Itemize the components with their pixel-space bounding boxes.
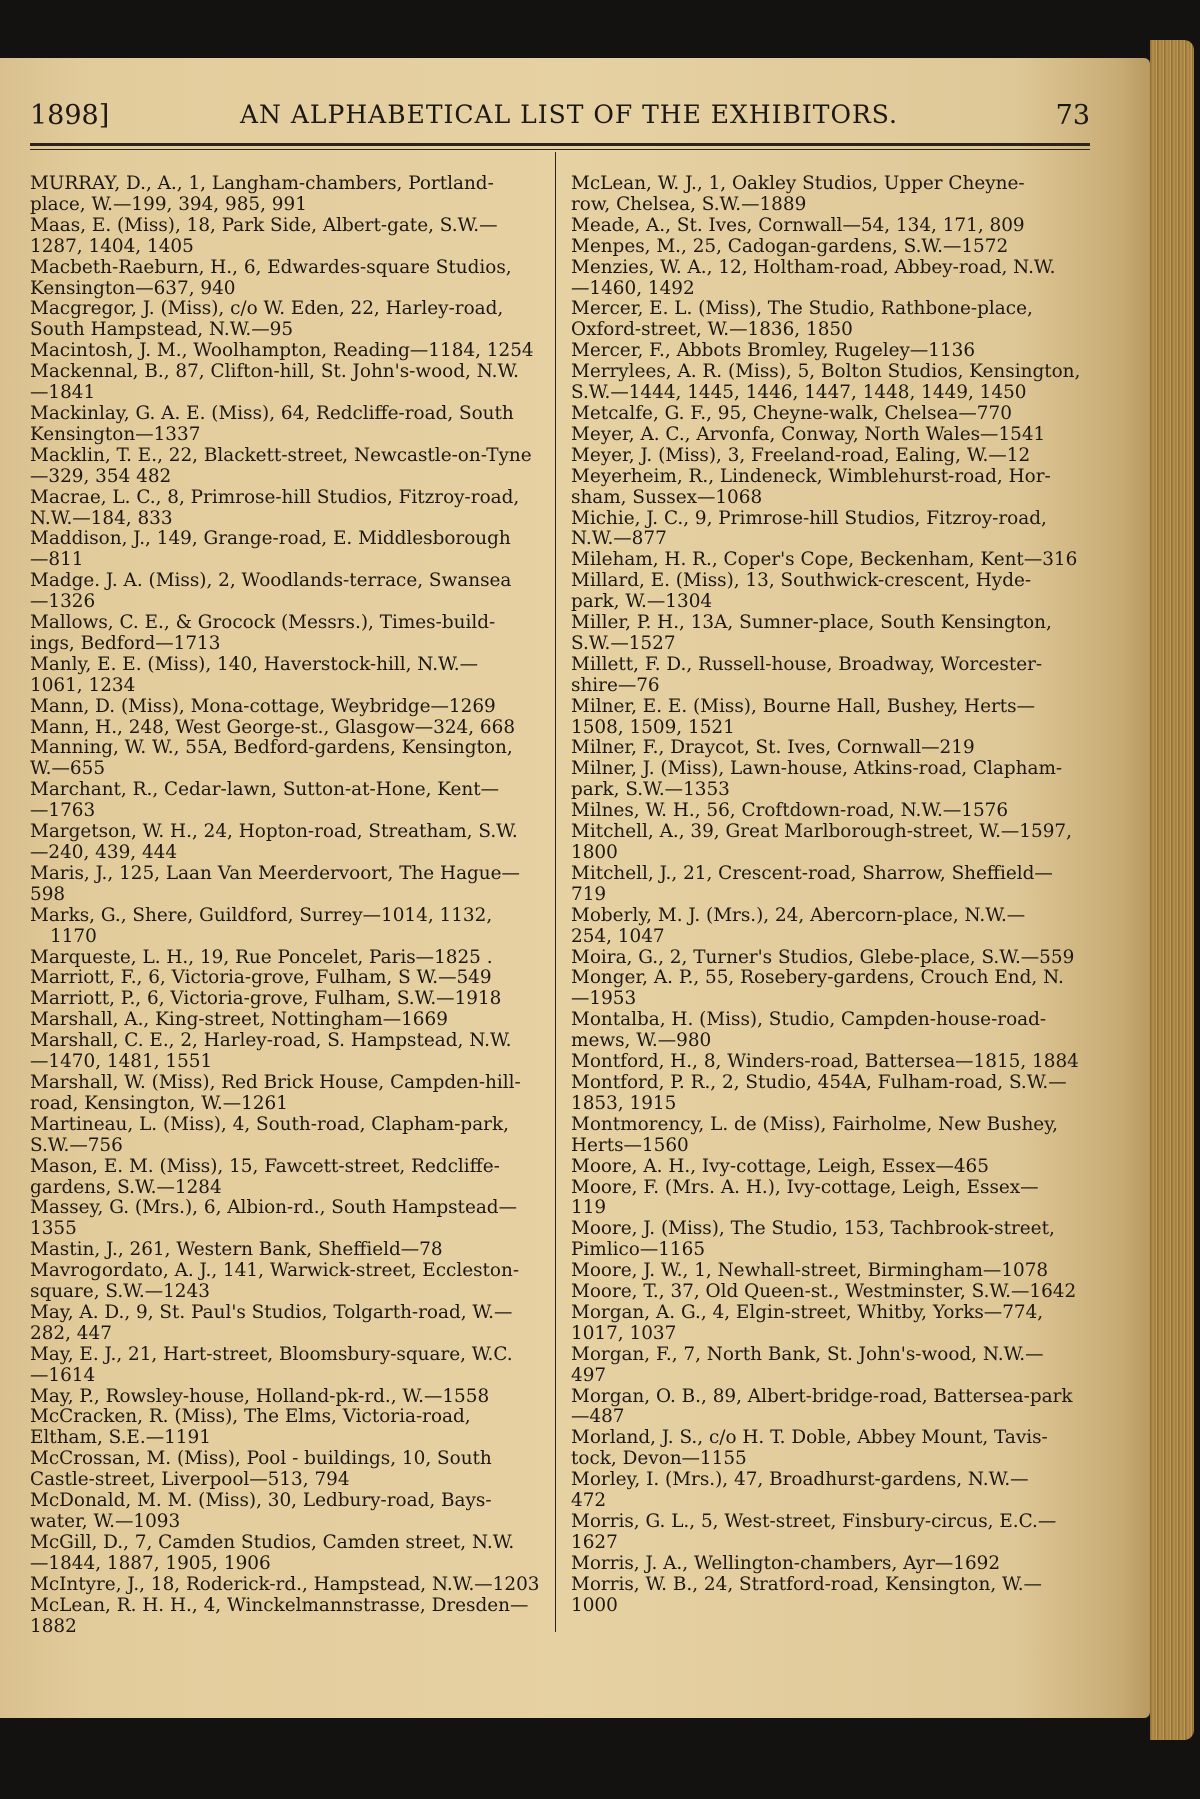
entry-line: Madge. J. A. (Miss), 2, Woodlands-terrace, Swansea [30, 570, 512, 592]
exhibitor-entry [571, 341, 1084, 362]
exhibitor-entry [30, 613, 543, 655]
entry-line: Meyer, J. (Miss), 3, Freeland-road, Ealing, W.—12 [571, 444, 1031, 466]
entry-line: 119 [571, 1197, 607, 1219]
entry-line: May, P., Rowsley-house, Holland-pk-rd., W.—1558 [30, 1385, 490, 1407]
entry-line: 1853, 1915 [571, 1092, 677, 1114]
exhibitor-entry [30, 989, 543, 1010]
entry-line: Kensington—637, 940 [30, 277, 236, 299]
entry-line: Maris, J., 125, Laan Van Meerdervoort, The Hague— [30, 862, 520, 884]
exhibitor-entry [571, 362, 1084, 404]
exhibitor-entry [571, 1157, 1084, 1178]
header-rule-thick [30, 143, 1090, 146]
exhibitor-entry [30, 1240, 543, 1261]
entry-line: Mastin, J., 261, Western Bank, Sheffield—78 [30, 1239, 443, 1261]
entry-line: Morris, G. L., 5, West-street, Finsbury-circus, E.C.— [571, 1511, 1057, 1532]
exhibitor-entry [30, 488, 543, 530]
entry-line: —1953 [571, 988, 637, 1010]
exhibitor-entry [30, 864, 543, 906]
entry-line: Massey, G. (Mrs.), 6, Albion-rd., South Hampstead— [30, 1197, 517, 1219]
entry-line: Moberly, M. J. (Mrs.), 24, Abercorn-place, N.W.— [571, 904, 1026, 926]
entry-line: 497 [571, 1364, 607, 1386]
entry-line: gardens, S.W.—1284 [30, 1176, 222, 1198]
entry-line: Eltham, S.E.—1191 [30, 1427, 211, 1449]
exhibitor-entry [571, 1115, 1084, 1157]
page-header [30, 100, 1090, 140]
book-fore-edge [1150, 40, 1194, 1740]
entry-line: Mackinlay, G. A. E. (Miss), 64, Redcliffe-road, South [30, 402, 514, 424]
entry-line: Morgan, O. B., 89, Albert-bridge-road, Battersea-park [571, 1385, 1073, 1407]
entry-line: —1841 [30, 382, 96, 404]
entry-line: Mann, H., 248, West George-st., Glasgow—324, 668 [30, 716, 516, 738]
entry-line: Meyerheim, R., Lindeneck, Wimblehurst-road, Hor- [571, 465, 1051, 487]
entry-line: Miller, P. H., 13A, Sumner-place, South Kensington, [571, 612, 1052, 634]
exhibitor-entry [571, 404, 1084, 425]
exhibitor-entry [571, 425, 1084, 446]
entry-line: W.—655 [30, 758, 106, 780]
exhibitor-entry [571, 237, 1084, 258]
exhibitor-entry [30, 446, 543, 488]
entry-line: 1627 [571, 1531, 618, 1553]
exhibitor-entry [571, 571, 1084, 613]
entry-line: Moira, G., 2, Turner's Studios, Glebe-place, S.W.—559 [571, 946, 1075, 968]
entry-line: Macklin, T. E., 22, Blackett-street, Newcastle-on-Tyne [30, 444, 532, 466]
entry-line: Marshall, A., King-street, Nottingham—1669 [30, 1009, 448, 1031]
exhibitor-entry [571, 801, 1084, 822]
entry-line: Mitchell, J., 21, Crescent-road, Sharrow, Sheffield— [571, 862, 1053, 884]
exhibitor-entry [30, 1387, 543, 1408]
entry-line: —1763 [30, 800, 96, 822]
exhibitor-entry [30, 780, 543, 822]
entry-line: 1508, 1509, 1521 [571, 716, 735, 738]
entry-line: Moore, F. (Mrs. A. H.), Ivy-cottage, Leigh, Essex— [571, 1176, 1039, 1198]
exhibitor-entry [571, 738, 1084, 759]
exhibitor-entry [571, 864, 1084, 906]
entry-line: Milner, J. (Miss), Lawn-house, Atkins-road, Clapham- [571, 758, 1063, 780]
exhibitor-entry [571, 299, 1084, 341]
exhibitor-entry [30, 1010, 543, 1031]
exhibitor-entry [30, 1031, 543, 1073]
entry-line: Marchant, R., Cedar-lawn, Sutton-at-Hone, Kent— [30, 779, 500, 801]
column-divider [555, 152, 556, 1632]
entry-line: MURRAY, D., A., 1, Langham-chambers, Portland- [30, 173, 494, 194]
entry-line: Maddison, J., 149, Grange-road, E. Middlesborough [30, 528, 511, 550]
entry-line: square, S.W.—1243 [30, 1281, 210, 1303]
exhibitor-entry [571, 258, 1084, 300]
entry-line: Macbeth-Raeburn, H., 6, Edwardes-square Studios, [30, 256, 512, 278]
entry-line: Morland, J. S., c/o H. T. Doble, Abbey Mount, Tavis- [571, 1427, 1048, 1449]
entry-line: water, W.—1093 [30, 1511, 181, 1532]
exhibitor-entry [571, 1073, 1084, 1115]
entry-line: May, E. J., 21, Hart-street, Bloomsbury-square, W.C. [30, 1343, 513, 1365]
entry-line: Milner, F., Draycot, St. Ives, Cornwall—219 [571, 737, 975, 759]
entry-line: Maas, E. (Miss), 18, Park Side, Albert-gate, S.W.— [30, 214, 498, 236]
entry-line: Mercer, E. L. (Miss), The Studio, Rathbone-place, [571, 298, 1033, 320]
entry-line: park, W.—1304 [571, 591, 713, 613]
exhibitor-entry [571, 906, 1084, 948]
entry-line: Manning, W. W., 55A, Bedford-gardens, Kensington, [30, 737, 513, 759]
entry-line: Mavrogordato, A. J., 141, Warwick-street, Eccleston- [30, 1260, 520, 1282]
entry-line: Macrae, L. C., 8, Primrose-hill Studios, Fitzroy-road, [30, 486, 520, 508]
entry-line: Oxford-street, W.—1836, 1850 [571, 319, 853, 341]
entry-line: Montalba, H. (Miss), Studio, Campden-house-road- [571, 1009, 1047, 1031]
exhibitor-entry [571, 1052, 1084, 1073]
entry-line: Millett, F. D., Russell-house, Broadway, Worcester- [571, 653, 1043, 675]
entry-line: place, W.—199, 394, 985, 991 [30, 193, 307, 215]
entry-line: Macintosh, J. M., Woolhampton, Reading—1184, 1254 [30, 340, 534, 362]
entry-line: —1326 [30, 591, 96, 613]
exhibitor-entry [571, 1219, 1084, 1261]
entry-line: Mallows, C. E., & Grocock (Messrs.), Times-build- [30, 612, 496, 634]
entry-line: Merrylees, A. R. (Miss), 5, Bolton Studios, Kensington, [571, 361, 1081, 383]
entry-line: 1017, 1037 [571, 1322, 677, 1344]
entry-line: 1000 [571, 1594, 618, 1616]
exhibitor-entry [30, 1073, 543, 1115]
header-rule-thin [30, 149, 1090, 150]
entry-line: Montmorency, L. de (Miss), Fairholme, New Bushey, [571, 1113, 1058, 1135]
exhibitor-entry [571, 948, 1084, 969]
header-year: 1898] [30, 100, 110, 131]
exhibitor-entry [571, 550, 1084, 571]
entry-line: Milnes, W. H., 56, Croftdown-road, N.W.—1576 [571, 800, 1009, 822]
exhibitor-entry [30, 1449, 543, 1491]
entry-line: Menpes, M., 25, Cadogan-gardens, S.W.—1572 [571, 235, 1009, 257]
entry-line: 1061, 1234 [30, 674, 136, 696]
entry-line: Marqueste, L. H., 19, Rue Poncelet, Paris—1825 . [30, 946, 493, 968]
entry-line: —329, 354 482 [30, 465, 172, 487]
entry-line: Metcalfe, G. F., 95, Cheyne-walk, Chelsea—770 [571, 402, 1012, 424]
entry-line: Montford, P. R., 2, Studio, 454A, Fulham-road, S.W.— [571, 1071, 1067, 1093]
entry-line: S.W.—1527 [571, 632, 676, 654]
entry-line: Millard, E. (Miss), 13, Southwick-crescent, Hyde- [571, 570, 1032, 592]
exhibitor-entry [30, 906, 543, 948]
exhibitor-entry [571, 446, 1084, 467]
entry-line: S.W.—1444, 1445, 1446, 1447, 1448, 1449, 1450 [571, 382, 1027, 404]
entry-line: Martineau, L. (Miss), 4, South-road, Clapham-park, [30, 1113, 509, 1135]
entry-line: McLean, R. H. H., 4, Winckelmannstrasse, Dresden— [30, 1594, 529, 1616]
entry-line: park, S.W.—1353 [571, 779, 730, 801]
entry-line: tock, Devon—1155 [571, 1448, 747, 1470]
entry-line: —240, 439, 444 [30, 842, 178, 863]
exhibitor-entry [571, 968, 1084, 1010]
exhibitor-entry [30, 738, 543, 780]
exhibitor-entry [571, 509, 1084, 551]
exhibitor-entry [571, 655, 1084, 697]
entry-line: Morgan, A. G., 4, Elgin-street, Whitby, Yorks—774, [571, 1301, 1044, 1323]
entry-line: Morris, J. A., Wellington-chambers, Ayr—1692 [571, 1552, 1001, 1574]
entry-line: Moore, J. W., 1, Newhall-street, Birmingham—1078 [571, 1260, 1049, 1282]
exhibitor-entry [30, 1198, 543, 1240]
entry-line: Marshall, W. (Miss), Red Brick House, Campden-hill- [30, 1071, 521, 1093]
entry-line: 598 [30, 883, 66, 905]
exhibitor-entry [571, 467, 1084, 509]
entry-line: Mann, D. (Miss), Mona-cottage, Weybridge—1269 [30, 695, 496, 717]
exhibitor-entry [571, 1512, 1084, 1554]
exhibitor-entry [571, 613, 1084, 655]
exhibitor-entry [571, 1178, 1084, 1220]
entry-line: Monger, A. P., 55, Rosebery-gardens, Crouch End, N. [571, 967, 1064, 989]
entry-line: Pimlico—1165 [571, 1239, 706, 1261]
entry-line: Meyer, A. C., Arvonfa, Conway, North Wales—1541 [571, 423, 1046, 445]
entry-line: 1800 [571, 842, 618, 863]
entry-line: Macgregor, J. (Miss), c/o W. Eden, 22, Harley-road, [30, 298, 504, 320]
entry-line: Montford, H., 8, Winders-road, Battersea—1815, 1884 [571, 1051, 1079, 1073]
entry-line: 254, 1047 [571, 925, 665, 947]
exhibitor-entry [30, 341, 543, 362]
entry-line: —1614 [30, 1364, 96, 1386]
exhibitor-entry [30, 362, 543, 404]
exhibitor-entry [30, 404, 543, 446]
entry-line: Meade, A., St. Ives, Cornwall—54, 134, 171, 809 [571, 214, 1025, 236]
entry-line: Menzies, W. A., 12, Holtham-road, Abbey-road, N.W. [571, 256, 1056, 278]
exhibitor-entry [571, 759, 1084, 801]
exhibitor-entry [571, 1345, 1084, 1387]
entry-line: Milner, E. E. (Miss), Bourne Hall, Bushey, Herts— [571, 695, 1035, 717]
exhibitor-entry [571, 697, 1084, 739]
entry-line: 282, 447 [30, 1322, 112, 1344]
exhibitor-entry [30, 1345, 543, 1387]
entry-line: Moore, T., 37, Old Queen-st., Westminster, S.W.—1642 [571, 1281, 1077, 1303]
exhibitor-entry [30, 1491, 543, 1533]
exhibitor-entry [30, 216, 543, 258]
exhibitor-entry [30, 1115, 543, 1157]
exhibitor-entry [30, 1575, 543, 1596]
entry-line: Morgan, F., 7, North Bank, St. John's-wood, N.W.— [571, 1343, 1044, 1365]
entry-line: Morley, I. (Mrs.), 47, Broadhurst-gardens, N.W.— [571, 1469, 1029, 1491]
entry-line: —1470, 1481, 1551 [30, 1051, 213, 1073]
entry-line: 1882 [30, 1615, 77, 1637]
entry-line: —811 [30, 549, 84, 571]
entry-line: McIntyre, J., 18, Roderick-rd., Hampstead, N.W.—1203 [30, 1573, 540, 1595]
entry-line: Marks, G., Shere, Guildford, Surrey—1014, 1132, 1170 [30, 904, 493, 947]
exhibitor-entry [30, 1407, 543, 1449]
entry-line: McCrossan, M. (Miss), Pool - buildings, 10, South [30, 1448, 492, 1470]
exhibitor-entry [30, 655, 543, 697]
entry-line: row, Chelsea, S.W.—1889 [571, 193, 807, 215]
entry-line: S.W.—756 [30, 1134, 123, 1156]
entry-line: South Hampstead, N.W.—95 [30, 319, 294, 341]
entry-line: Mason, E. M. (Miss), 15, Fawcett-street, Redcliffe- [30, 1155, 500, 1177]
entry-line: Moore, J. (Miss), The Studio, 153, Tachbrook-street, [571, 1218, 1055, 1240]
entry-line: Kensington—1337 [30, 423, 201, 445]
left-column [30, 174, 543, 1637]
exhibitor-entry [30, 1533, 543, 1575]
exhibitor-entry [30, 1157, 543, 1199]
entry-line: Michie, J. C., 9, Primrose-hill Studios, Fitzroy-road, [571, 507, 1047, 529]
exhibitor-entry [571, 174, 1084, 216]
entry-line: road, Kensington, W.—1261 [30, 1092, 288, 1114]
entry-line: sham, Sussex—1068 [571, 486, 763, 508]
exhibitor-entry [571, 1575, 1084, 1617]
entry-line: Marriott, P., 6, Victoria-grove, Fulham, S.W.—1918 [30, 988, 502, 1010]
exhibitor-entry [30, 1303, 543, 1345]
entry-line: McGill, D., 7, Camden Studios, Camden street, N.W. [30, 1531, 515, 1553]
exhibitor-entry [571, 216, 1084, 237]
exhibitor-entry [30, 258, 543, 300]
exhibitor-entry [571, 1303, 1084, 1345]
entry-line: McCracken, R. (Miss), The Elms, Victoria-road, [30, 1406, 471, 1428]
exhibitor-entry [30, 174, 543, 216]
entry-line: ings, Bedford—1713 [30, 632, 221, 654]
exhibitor-entry [571, 1470, 1084, 1512]
entry-line: Moore, A. H., Ivy-cottage, Leigh, Essex—465 [571, 1155, 989, 1177]
exhibitor-entry [571, 1554, 1084, 1575]
exhibitor-entry [30, 822, 543, 864]
entry-line: 472 [571, 1490, 607, 1512]
page-number: 73 [1055, 100, 1090, 131]
entry-line: May, A. D., 9, St. Paul's Studios, Tolgarth-road, W.— [30, 1301, 513, 1323]
header-title: AN ALPHABETICAL LIST OF THE EXHIBITORS. [240, 100, 898, 129]
exhibitor-entry [30, 571, 543, 613]
exhibitor-entry [571, 1387, 1084, 1429]
exhibitor-entry [30, 697, 543, 718]
entry-line: 1355 [30, 1218, 77, 1240]
entry-line: N.W.—877 [571, 528, 667, 550]
exhibitor-entry [30, 968, 543, 989]
right-column [571, 174, 1084, 1617]
entry-line: Marriott, F., 6, Victoria-grove, Fulham, S W.—549 [30, 967, 492, 989]
exhibitor-entry [30, 1596, 543, 1638]
exhibitor-entry [30, 299, 543, 341]
entry-line: Mackennal, B., 87, Clifton-hill, St. John's-wood, N.W. [30, 361, 520, 383]
entry-line: Mercer, F., Abbots Bromley, Rugeley—1136 [571, 340, 976, 362]
exhibitor-entry [571, 1010, 1084, 1052]
entry-line: N.W.—184, 833 [30, 507, 173, 529]
exhibitor-entry [571, 1282, 1084, 1303]
entry-line: 719 [571, 883, 607, 905]
exhibitor-entry [30, 718, 543, 739]
exhibitor-entry [571, 1428, 1084, 1470]
entry-line: Castle-street, Liverpool—513, 794 [30, 1469, 350, 1491]
entry-line: —1844, 1887, 1905, 1906 [30, 1552, 271, 1574]
entry-line: Manly, E. E. (Miss), 140, Haverstock-hill, N.W.— [30, 653, 478, 675]
entry-line: 1287, 1404, 1405 [30, 235, 194, 257]
entry-line: mews, W.—980 [571, 1030, 712, 1052]
entry-line: —487 [571, 1406, 625, 1428]
entry-line: Marshall, C. E., 2, Harley-road, S. Hampstead, N.W. [30, 1030, 512, 1052]
exhibitor-entry [30, 948, 543, 969]
entry-line: Margetson, W. H., 24, Hopton-road, Streatham, S.W. [30, 821, 518, 843]
exhibitor-entry [571, 1261, 1084, 1282]
entry-line: McDonald, M. M. (Miss), 30, Ledbury-road, Bays- [30, 1490, 492, 1512]
entry-line: McLean, W. J., 1, Oakley Studios, Upper Cheyne- [571, 173, 1025, 194]
entry-line: —1460, 1492 [571, 277, 695, 299]
entry-line: Mitchell, A., 39, Great Marlborough-street, W.—1597, [571, 821, 1072, 843]
entry-line: Mileham, H. R., Coper's Cope, Beckenham, Kent—316 [571, 549, 1078, 571]
entry-line: Herts—1560 [571, 1134, 689, 1156]
exhibitor-entry [30, 529, 543, 571]
exhibitor-entry [30, 1261, 543, 1303]
exhibitor-entry [571, 822, 1084, 864]
entry-line: shire—76 [571, 674, 660, 696]
entry-line: Morris, W. B., 24, Stratford-road, Kensington, W.— [571, 1573, 1042, 1595]
